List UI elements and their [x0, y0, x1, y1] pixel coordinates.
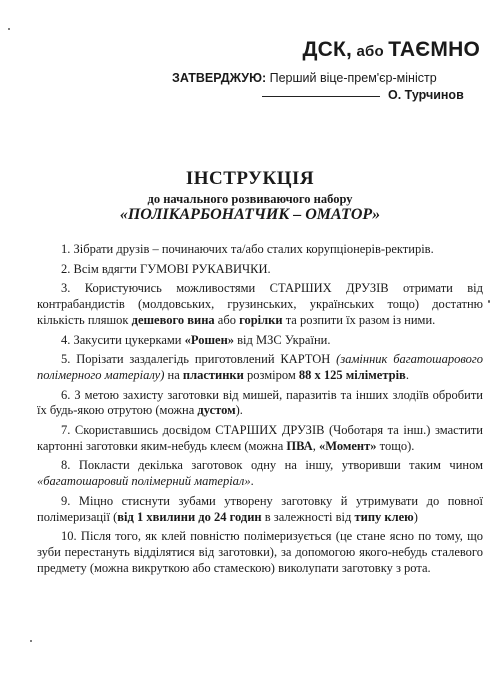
emphasis-text: 88 х 125 міліметрів	[298, 367, 406, 382]
instruction-text: та розпити їх разом із ними.	[282, 312, 436, 327]
emphasis-text: пластинки	[182, 367, 244, 382]
instruction-item-3	[37, 281, 483, 328]
instruction-text: 1. Зібрати друзів – починаючих та/або сталих корупціонерів-ректирів.	[61, 242, 434, 256]
instruction-text: 9. Міцно стиснути зубами утворену заготовку й утримувати до повної полімеризації (	[37, 493, 483, 524]
instruction-text: 4. Закусити цукерками	[61, 332, 185, 347]
instruction-text: 6. З метою захисту заготовки від мишей, паразитів та інших злодіїв обробити їх будь-якою отрутою (можна	[37, 387, 483, 418]
instruction-item-9	[37, 494, 483, 525]
instruction-item-6	[37, 388, 483, 419]
instruction-text: .	[405, 367, 409, 382]
emphasis-text: горілки	[239, 312, 283, 327]
signature-underline	[262, 96, 380, 97]
approve-name: О. Турчинов	[388, 88, 464, 102]
emphasis-text: від 1 хвилини до 24 годин	[117, 509, 262, 524]
instruction-text: 10. Після того, як клей повністю полімеризується (це стане ясно по тому, що зуби перестануть відділятися від заготовки), за допомогою якого-небудь сталевого предмету (можна викруткою або стамескою) виколупати заготовку з рота.	[37, 529, 483, 575]
instruction-text: або	[214, 312, 240, 327]
instruction-text: 3. Користуючись можливостями СТАРШИХ ДРУЗІВ отримати від контрабандистів (молдовських, грузинських, українських тощо) достатню кількість пляшок	[37, 281, 483, 327]
instruction-item-5	[37, 352, 483, 383]
classification-stamp	[303, 38, 481, 62]
instruction-item-4	[37, 333, 483, 349]
instruction-item-8	[37, 458, 483, 489]
instruction-text: від МЗС України.	[234, 332, 331, 347]
instruction-text: тощо).	[376, 438, 415, 453]
instruction-text: ,	[312, 438, 319, 453]
classification-or: або	[352, 43, 389, 60]
emphasis-text: дешевого вина	[131, 312, 215, 327]
emphasis-text: «Момент»	[318, 438, 377, 453]
italic-text: (замінник багатошарового полімерного матеріалу)	[37, 352, 483, 382]
emphasis-text: «Рошен»	[184, 332, 235, 347]
italic-text: «багатошаровий полімерний матеріал»	[37, 474, 251, 489]
signature-line	[262, 88, 500, 102]
instruction-text: на	[164, 367, 183, 382]
scan-speck	[30, 640, 32, 642]
document-subtitle: до начального розвиваючого набору	[147, 192, 353, 206]
instruction-item-1	[37, 242, 483, 258]
approval-block	[172, 70, 492, 87]
instruction-text: .	[250, 474, 254, 489]
instruction-text: )	[413, 509, 418, 524]
instruction-item-10	[37, 529, 483, 576]
emphasis-text: ПВА	[286, 438, 313, 453]
instruction-text: 5. Порізати заздалегідь приготовлений КАРТОН	[61, 352, 337, 367]
scan-speck	[488, 300, 490, 303]
instruction-text: ).	[235, 403, 243, 418]
approve-position: Перший віце-прем'єр-міністр	[266, 71, 437, 85]
instruction-text: 8. Покласти декілька заготовок одну на іншу, утворивши таким чином	[61, 458, 483, 473]
instruction-item-2	[37, 262, 483, 278]
classification-secret: ТАЄМНО	[388, 38, 480, 61]
classification-main: ДСК,	[302, 38, 353, 61]
instruction-list	[37, 242, 483, 580]
instruction-item-7	[37, 423, 483, 454]
emphasis-text: дустом	[197, 403, 236, 418]
emphasis-text: типу клею	[354, 509, 414, 524]
instruction-text: 7. Скориставшись досвідом СТАРШИХ ДРУЗІВ (Чоботаря та інш.) змастити картонні заготовки яким-небудь клеєм (можна	[37, 423, 483, 453]
kit-name: «ПОЛІКАРБОНАТЧИК – ОМАТОР»	[119, 206, 381, 223]
document-title: ІНСТРУКЦІЯ	[185, 168, 315, 189]
approve-label: ЗАТВЕРДЖУЮ:	[172, 71, 267, 85]
instruction-text: в залежності від	[261, 509, 355, 524]
instruction-text: 2. Всім вдягти ГУМОВІ РУКАВИЧКИ.	[61, 261, 271, 276]
scan-speck	[8, 28, 10, 30]
instruction-text: розміром	[243, 367, 299, 382]
